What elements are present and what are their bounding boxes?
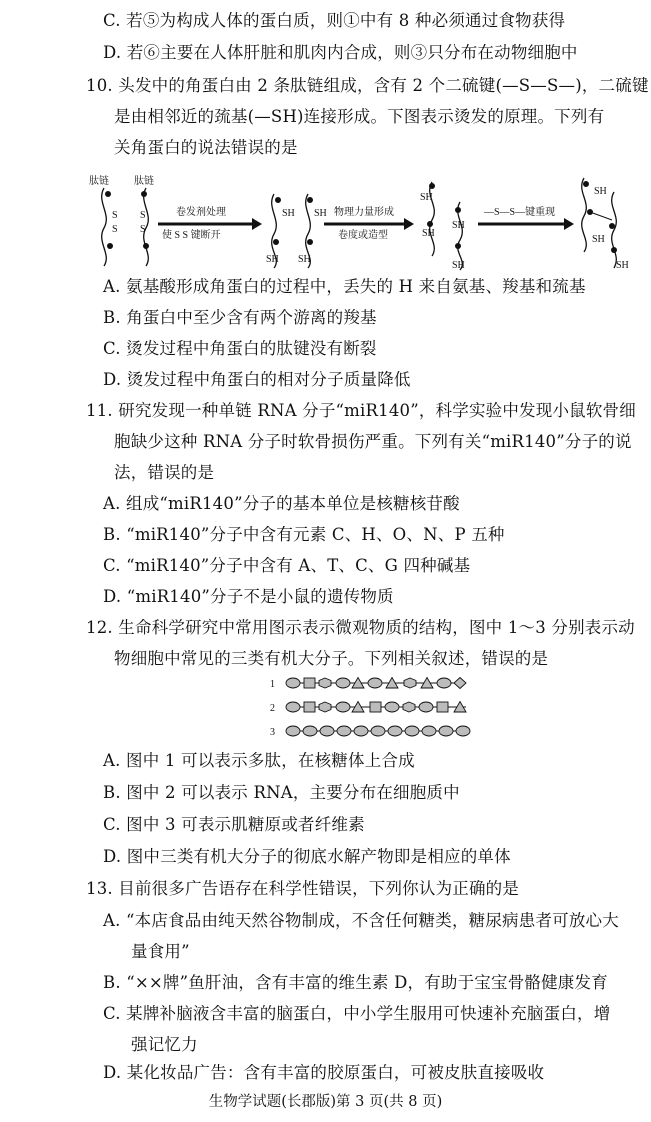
- row-label-3: 3: [270, 727, 275, 738]
- perm-figure: [86, 172, 636, 272]
- q11-stem-line3: 法，错误的是: [114, 463, 215, 482]
- arrow1-top-label: 卷发剂处理: [176, 207, 226, 218]
- q13-option-c: C. 某牌补脑液含丰富的脑蛋白，中小学生服用可快速补充脑蛋白，增: [103, 1004, 611, 1023]
- svg-text:S: S: [140, 224, 146, 235]
- q12-option-a: A. 图中 1 可以表示多肽，在核糖体上合成: [103, 751, 415, 770]
- svg-text:SH: SH: [616, 260, 629, 271]
- row-label-2: 2: [270, 703, 275, 714]
- arrow1-bottom-label: 使 S S 键断开: [162, 230, 221, 241]
- svg-text:SH: SH: [452, 260, 465, 271]
- q12-stem-line1: 12. 生命科学研究中常用图示表示微观物质的结构，图中 1～3 分别表示动: [86, 618, 635, 637]
- macromolecule-figure: [268, 676, 478, 740]
- q9-option-c: C. 若⑤为构成人体的蛋白质，则①中有 8 种必须通过食物获得: [103, 11, 566, 30]
- q13-option-a: A. “本店食品由纯天然谷物制成，不含任何糖类，糖尿病患者可放心大: [103, 911, 619, 930]
- chain-label-1: 肽链: [89, 176, 109, 187]
- q11-option-c: C. “miR140”分子中含有 A、T、C、G 四种碱基: [103, 556, 471, 575]
- q12-option-b: B. 图中 2 可以表示 RNA，主要分布在细胞质中: [103, 783, 460, 802]
- svg-text:S: S: [140, 210, 146, 221]
- svg-text:SH: SH: [452, 220, 465, 231]
- svg-text:SH: SH: [266, 254, 279, 265]
- svg-text:SH: SH: [594, 186, 607, 197]
- q10-option-a: A. 氨基酸形成角蛋白的过程中，丢失的 H 来自氨基、羧基和巯基: [103, 277, 586, 296]
- svg-text:S: S: [112, 224, 118, 235]
- q11-stem-line1: 11. 研究发现一种单链 RNA 分子“miR140”，科学实验中发现小鼠软骨细: [86, 401, 636, 420]
- arrow2-top-label: 物理力量形成: [334, 207, 394, 218]
- svg-text:SH: SH: [592, 234, 605, 245]
- q12-option-d: D. 图中三类有机大分子的彻底水解产物即是相应的单体: [103, 847, 511, 866]
- q13-stem: 13. 目前很多广告语存在科学性错误，下列你认为正确的是: [86, 879, 520, 898]
- q13-option-d: D. 某化妆品广告：含有丰富的胶原蛋白，可被皮肤直接吸收: [103, 1063, 545, 1082]
- q13-option-c-cont: 强记忆力: [131, 1035, 198, 1054]
- svg-text:SH: SH: [314, 208, 327, 219]
- q11-option-a: A. 组成“miR140”分子的基本单位是核糖核苷酸: [103, 494, 460, 513]
- q13-option-a-cont: 量食用”: [131, 942, 190, 961]
- q10-option-c: C. 烫发过程中角蛋白的肽键没有断裂: [103, 339, 377, 358]
- q12-option-c: C. 图中 3 可表示肌糖原或者纤维素: [103, 815, 365, 834]
- q11-option-d: D. “miR140”分子不是小鼠的遗传物质: [103, 587, 394, 606]
- q11-option-b: B. “miR140”分子中含有元素 C、H、O、N、P 五种: [103, 525, 505, 544]
- svg-text:SH: SH: [420, 192, 433, 203]
- svg-text:SH: SH: [422, 228, 435, 239]
- q10-option-b: B. 角蛋白中至少含有两个游离的羧基: [103, 308, 377, 327]
- svg-text:S: S: [112, 210, 118, 221]
- q10-option-d: D. 烫发过程中角蛋白的相对分子质量降低: [103, 370, 411, 389]
- q9-option-d: D. 若⑥主要在人体肝脏和肌肉内合成，则③只分布在动物细胞中: [103, 43, 578, 62]
- q11-stem-line2: 胞缺少这种 RNA 分子时软骨损伤严重。下列有关“miR140”分子的说: [114, 432, 632, 451]
- q12-stem-line2: 物细胞中常见的三类有机大分子。下列相关叙述，错误的是: [114, 649, 549, 668]
- q10-stem-line2: 是由相邻近的巯基(—SH)连接形成。下图表示烫发的原理。下列有: [114, 107, 605, 126]
- arrow2-bottom-label: 卷度或造型: [338, 230, 388, 241]
- q13-option-b: B. “××牌”鱼肝油，含有丰富的维生素 D，有助于宝宝骨骼健康发育: [103, 973, 608, 992]
- arrow3-top-label: —S—S—键重现: [484, 207, 556, 218]
- q10-stem-line3: 关角蛋白的说法错误的是: [114, 138, 298, 157]
- page-footer: 生物学试题(长郡版)第 3 页(共 8 页): [208, 1094, 443, 1110]
- q10-stem-line1: 10. 头发中的角蛋白由 2 条肽链组成，含有 2 个二硫键(—S—S—)，二硫键: [86, 76, 649, 95]
- svg-text:SH: SH: [298, 254, 311, 265]
- chain-label-2: 肽链: [134, 176, 154, 187]
- row-label-1: 1: [270, 679, 275, 690]
- svg-text:SH: SH: [282, 208, 295, 219]
